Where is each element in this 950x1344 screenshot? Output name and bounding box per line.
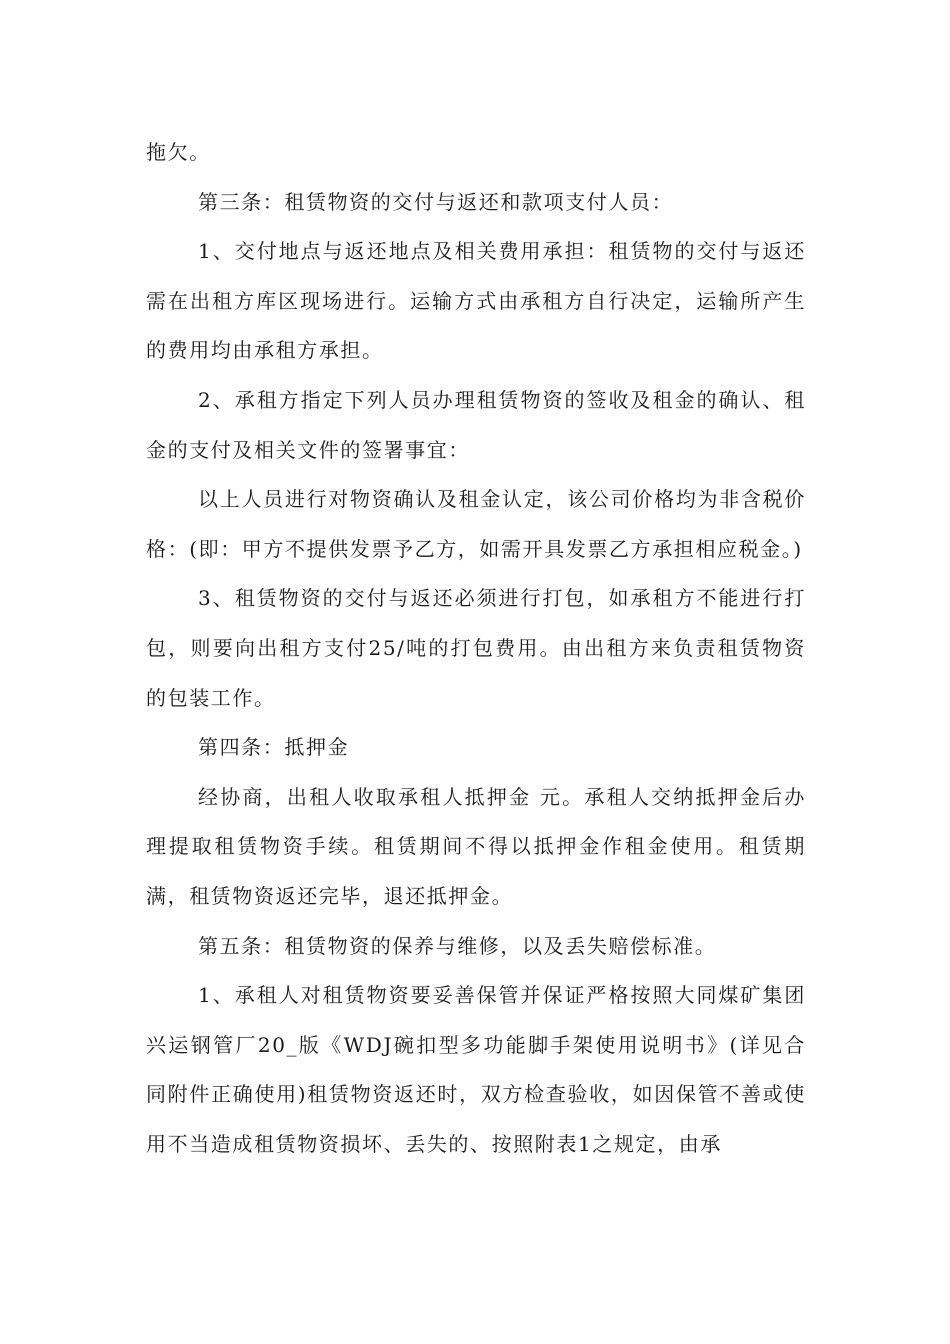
article-3-clause-2: 2、承租方指定下列人员办理租赁物资的签收及租金的确认、租金的支付及相关文件的签署事宜： — [146, 387, 806, 462]
article-5-heading: 第五条：租赁物资的保养与维修，以及丢失赔偿标准。 — [198, 933, 717, 958]
article-3-clause-3: 3、租赁物资的交付与返还必须进行打包，如承租方不能进行打包，则要向出租方支付25/吨的打包费用。由出租方来负责租赁物资的包装工作。 — [146, 586, 806, 710]
article-3-heading: 第三条：租赁物资的交付与返还和款项支付人员： — [198, 189, 674, 214]
article-4-heading: 第四条：抵押金 — [198, 735, 350, 760]
article-4-body: 经协商，出租人收取承租人抵押金 元。承租人交纳抵押金后办理提取租赁物资手续。租赁期间不得以抵押金作租金使用。租赁期满，租赁物资返还完毕，退还抵押金。 — [146, 784, 806, 908]
article-3-price-note: 以上人员进行对物资确认及租金认定，该公司价格均为非含税价格：(即：甲方不提供发票予乙方，如需开具发票乙方承担相应税金。) — [146, 487, 806, 561]
paragraph-continuation: 拖欠。 — [146, 140, 211, 164]
article-3-clause-1: 1、交付地点与返还地点及相关费用承担：租赁物的交付与返还需在出租方库区现场进行。运输方式由承租方自行决定，运输所产生的费用均由承租方承担。 — [146, 239, 806, 363]
article-5-clause-1: 1、承租人对租赁物资要妥善保管并保证严格按照大同煤矿集团兴运钢管厂20_版《WDJ碗扣型多功能脚手架使用说明书》(详见合同附件正确使用)租赁物资返还时，双方检查验收，如因保管不善或使用不当造成租赁物资损坏、丢失的、按照附表1之规定，由承 — [146, 983, 806, 1156]
document-body — [146, 128, 806, 1169]
